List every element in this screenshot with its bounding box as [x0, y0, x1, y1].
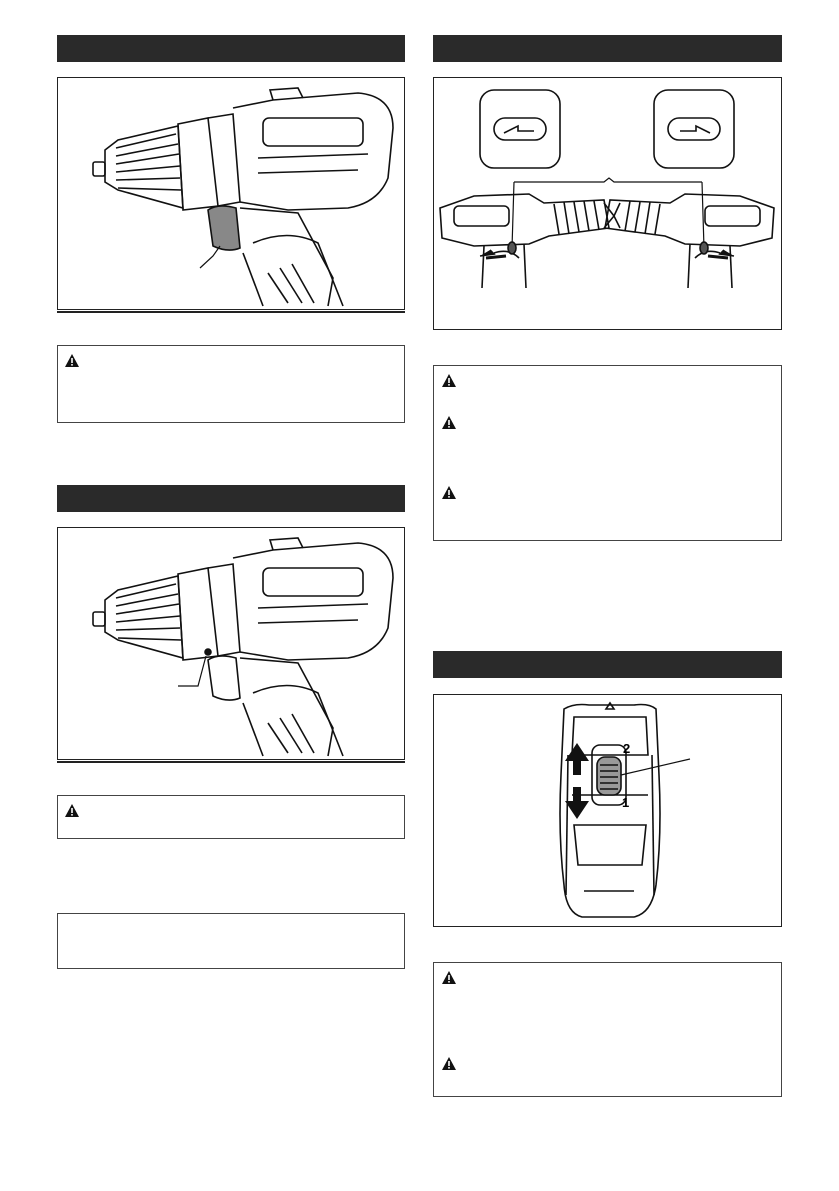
- warning-icon: [65, 354, 79, 367]
- section-header-bar: [57, 485, 405, 512]
- figure-reversing-switch: [433, 77, 782, 330]
- caution-box-speed: [433, 962, 782, 1097]
- figure-speed-change: [433, 694, 782, 927]
- warning-icon: [442, 1057, 456, 1070]
- speed-selector-illustration: [434, 695, 780, 925]
- figure-underline: [57, 311, 405, 313]
- note-box: [57, 913, 405, 969]
- reversing-switch-icon: [480, 90, 560, 168]
- warning-icon: [442, 486, 456, 499]
- arrow-up-icon: [565, 743, 589, 775]
- section-header-bar: [57, 35, 405, 62]
- drill-illustration: [58, 78, 403, 308]
- speed-label-low: 1: [622, 795, 630, 810]
- warning-icon: [442, 416, 456, 429]
- figure-underline: [57, 761, 405, 763]
- caution-box-trigger: [57, 345, 405, 423]
- figure-lighting-lamp: [57, 527, 405, 760]
- reversing-switch-icon: [654, 90, 734, 168]
- warning-icon: [442, 971, 456, 984]
- section-header-bar: [433, 35, 782, 62]
- caution-box-reversing: [433, 365, 782, 541]
- warning-icon: [65, 804, 79, 817]
- speed-label-high: 2: [623, 741, 631, 756]
- caution-box-lamp: [57, 795, 405, 839]
- figure-switch-trigger: [57, 77, 405, 310]
- drill-illustration: [58, 528, 403, 758]
- section-header-bar: [433, 651, 782, 678]
- arrow-down-icon: [565, 787, 589, 819]
- warning-icon: [442, 374, 456, 387]
- reversing-switch-illustration: [434, 78, 780, 328]
